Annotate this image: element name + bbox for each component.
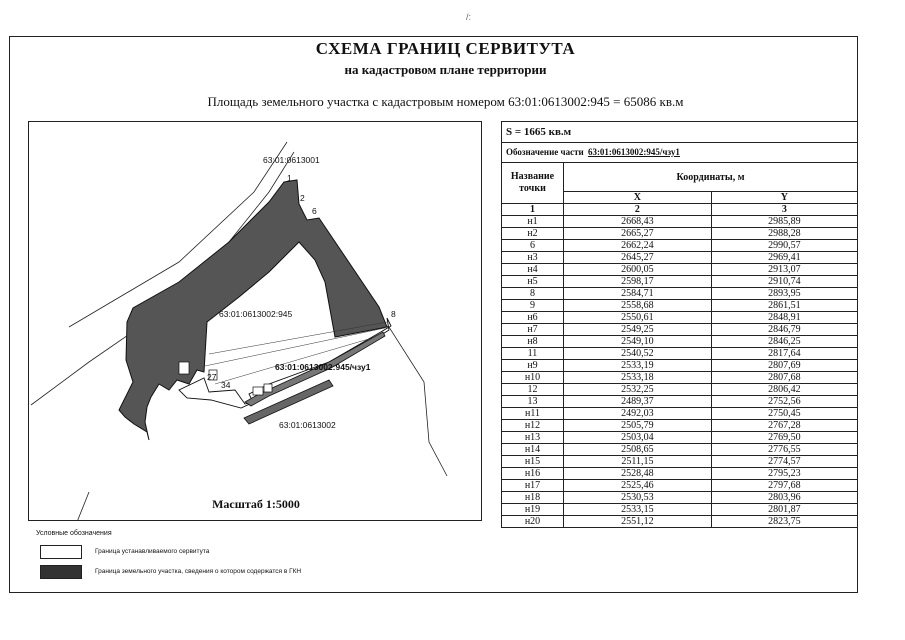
y-cell: 2752,56 (711, 396, 857, 408)
point-name-cell: н17 (502, 480, 564, 492)
label-quarter-top: 63:01:0613001 (263, 155, 320, 165)
y-cell: 2803,96 (711, 492, 857, 504)
y-cell: 2806,42 (711, 384, 857, 396)
x-cell: 2668,43 (564, 216, 712, 228)
y-cell: 2774,57 (711, 456, 857, 468)
table-row (502, 492, 857, 504)
table-row (502, 444, 857, 456)
point-name-cell: 8 (502, 288, 564, 300)
point-name-cell: н12 (502, 420, 564, 432)
point-name-cell: 12 (502, 384, 564, 396)
y-cell: 2985,89 (711, 216, 857, 228)
point-name-cell: н5 (502, 276, 564, 288)
x-cell: 2492,03 (564, 408, 712, 420)
table-row (502, 252, 857, 264)
table-row (502, 408, 857, 420)
x-cell: 2505,79 (564, 420, 712, 432)
point-name-cell: н20 (502, 516, 564, 528)
col-point-header: Название точки (502, 163, 564, 204)
x-cell: 2598,17 (564, 276, 712, 288)
y-cell: 2893,95 (711, 288, 857, 300)
document-subtitle: на кадастровом плане территории (344, 62, 547, 77)
y-cell: 2913,07 (711, 264, 857, 276)
y-cell: 2807,69 (711, 360, 857, 372)
col-index: 3 (711, 204, 857, 216)
cadastral-map (28, 121, 482, 521)
legend-label-easement: Граница устанавливаемого сервитута (95, 548, 210, 555)
point-name-cell: н4 (502, 264, 564, 276)
y-cell: 2969,41 (711, 252, 857, 264)
x-cell: 2511,15 (564, 456, 712, 468)
x-cell: 2551,12 (564, 516, 712, 528)
y-cell: 2861,51 (711, 300, 857, 312)
table-row (502, 276, 857, 288)
x-cell: 2508,65 (564, 444, 712, 456)
point-name-cell: н16 (502, 468, 564, 480)
point-label: 1 (287, 173, 292, 183)
y-cell: 2801,87 (711, 504, 857, 516)
point-name-cell: н2 (502, 228, 564, 240)
y-cell: 2797,68 (711, 480, 857, 492)
y-cell: 2823,75 (711, 516, 857, 528)
x-cell: 2533,15 (564, 504, 712, 516)
x-cell: 2525,46 (564, 480, 712, 492)
y-cell: 2817,64 (711, 348, 857, 360)
point-label: 8 (391, 309, 396, 319)
x-cell: 2540,52 (564, 348, 712, 360)
table-row (502, 288, 857, 300)
legend-swatch-easement (40, 545, 82, 559)
x-cell: 2662,24 (564, 240, 712, 252)
point-label: 6 (312, 206, 317, 216)
coordinates-panel (501, 121, 858, 528)
point-name-cell: 11 (502, 348, 564, 360)
label-parcel: 63:01:0613002:945 (219, 309, 293, 319)
table-row (502, 480, 857, 492)
point-name-cell: н1 (502, 216, 564, 228)
parcel-area-line: Площадь земельного участка с кадастровым номером 63:01:0613002:945 = 65086 кв.м (207, 94, 684, 109)
point-name-cell: 6 (502, 240, 564, 252)
point-name-cell: н3 (502, 252, 564, 264)
table-row (502, 420, 857, 432)
table-row (502, 228, 857, 240)
easement-area: S = 1665 кв.м (502, 122, 857, 143)
x-cell: 2584,71 (564, 288, 712, 300)
point-name-cell: н14 (502, 444, 564, 456)
point-name-cell: н19 (502, 504, 564, 516)
table-row (502, 456, 857, 468)
legend-label-parcel: Граница земельного участка, сведения о котором содержатся в ГКН (95, 568, 302, 575)
table-row (502, 396, 857, 408)
col-index: 1 (502, 204, 564, 216)
point-name-cell: 9 (502, 300, 564, 312)
y-cell: 2988,28 (711, 228, 857, 240)
table-row (502, 372, 857, 384)
y-cell: 2795,23 (711, 468, 857, 480)
table-row (502, 516, 857, 528)
table-row (502, 360, 857, 372)
table-row (502, 432, 857, 444)
x-cell: 2528,48 (564, 468, 712, 480)
x-cell: 2645,27 (564, 252, 712, 264)
point-name-cell: н9 (502, 360, 564, 372)
table-row (502, 468, 857, 480)
point-name-cell: н13 (502, 432, 564, 444)
label-quarter-bottom: 63:01:0613002 (279, 420, 336, 430)
point-name-cell: н10 (502, 372, 564, 384)
map-drawing (29, 122, 482, 521)
legend-swatch-parcel (40, 565, 82, 579)
y-cell: 2750,45 (711, 408, 857, 420)
legend-title: Условные обозначения (36, 530, 112, 537)
label-easement: 63:01:0613002:945/чзу1 (275, 362, 371, 372)
x-cell: 2532,25 (564, 384, 712, 396)
y-cell: 2767,28 (711, 420, 857, 432)
corner-mark: /: (466, 12, 472, 22)
x-cell: 2530,53 (564, 492, 712, 504)
document-title: СХЕМА ГРАНИЦ СЕРВИТУТА (315, 39, 576, 58)
point-name-cell: 13 (502, 396, 564, 408)
point-name-cell: н15 (502, 456, 564, 468)
x-cell: 2533,18 (564, 372, 712, 384)
point-name-cell: н8 (502, 336, 564, 348)
y-cell: 2846,79 (711, 324, 857, 336)
point-label: 27 (207, 372, 217, 382)
x-cell: 2550,61 (564, 312, 712, 324)
table-row (502, 300, 857, 312)
point-name-cell: н11 (502, 408, 564, 420)
y-cell: 2807,68 (711, 372, 857, 384)
part-id: 63:01:0613002:945/чзу1 (587, 147, 680, 157)
x-cell: 2489,37 (564, 396, 712, 408)
x-cell: 2600,05 (564, 264, 712, 276)
table-row (502, 216, 857, 228)
point-label: 34 (221, 380, 231, 390)
y-cell: 2769,50 (711, 432, 857, 444)
table-row (502, 348, 857, 360)
x-cell: 2533,19 (564, 360, 712, 372)
y-cell: 2848,91 (711, 312, 857, 324)
table-row (502, 240, 857, 252)
x-cell: 2549,25 (564, 324, 712, 336)
col-x-header: X (564, 192, 712, 204)
y-cell: 2776,55 (711, 444, 857, 456)
point-name-cell: н7 (502, 324, 564, 336)
table-row (502, 504, 857, 516)
y-cell: 2990,57 (711, 240, 857, 252)
col-index: 2 (564, 204, 712, 216)
table-row (502, 336, 857, 348)
point-name-cell: н6 (502, 312, 564, 324)
x-cell: 2665,27 (564, 228, 712, 240)
coordinates-table (502, 163, 857, 527)
x-cell: 2549,10 (564, 336, 712, 348)
x-cell: 2503,04 (564, 432, 712, 444)
table-row (502, 264, 857, 276)
table-row (502, 384, 857, 396)
y-cell: 2910,74 (711, 276, 857, 288)
table-row (502, 312, 857, 324)
col-coords-header: Координаты, м (564, 163, 858, 192)
part-designation: Обозначение части 63:01:0613002:945/чзу1 (502, 143, 857, 163)
col-y-header: Y (711, 192, 857, 204)
y-cell: 2846,25 (711, 336, 857, 348)
x-cell: 2558,68 (564, 300, 712, 312)
point-label: 2 (300, 193, 305, 203)
map-scale: Масштаб 1:5000 (212, 497, 300, 511)
table-row (502, 324, 857, 336)
point-name-cell: н18 (502, 492, 564, 504)
